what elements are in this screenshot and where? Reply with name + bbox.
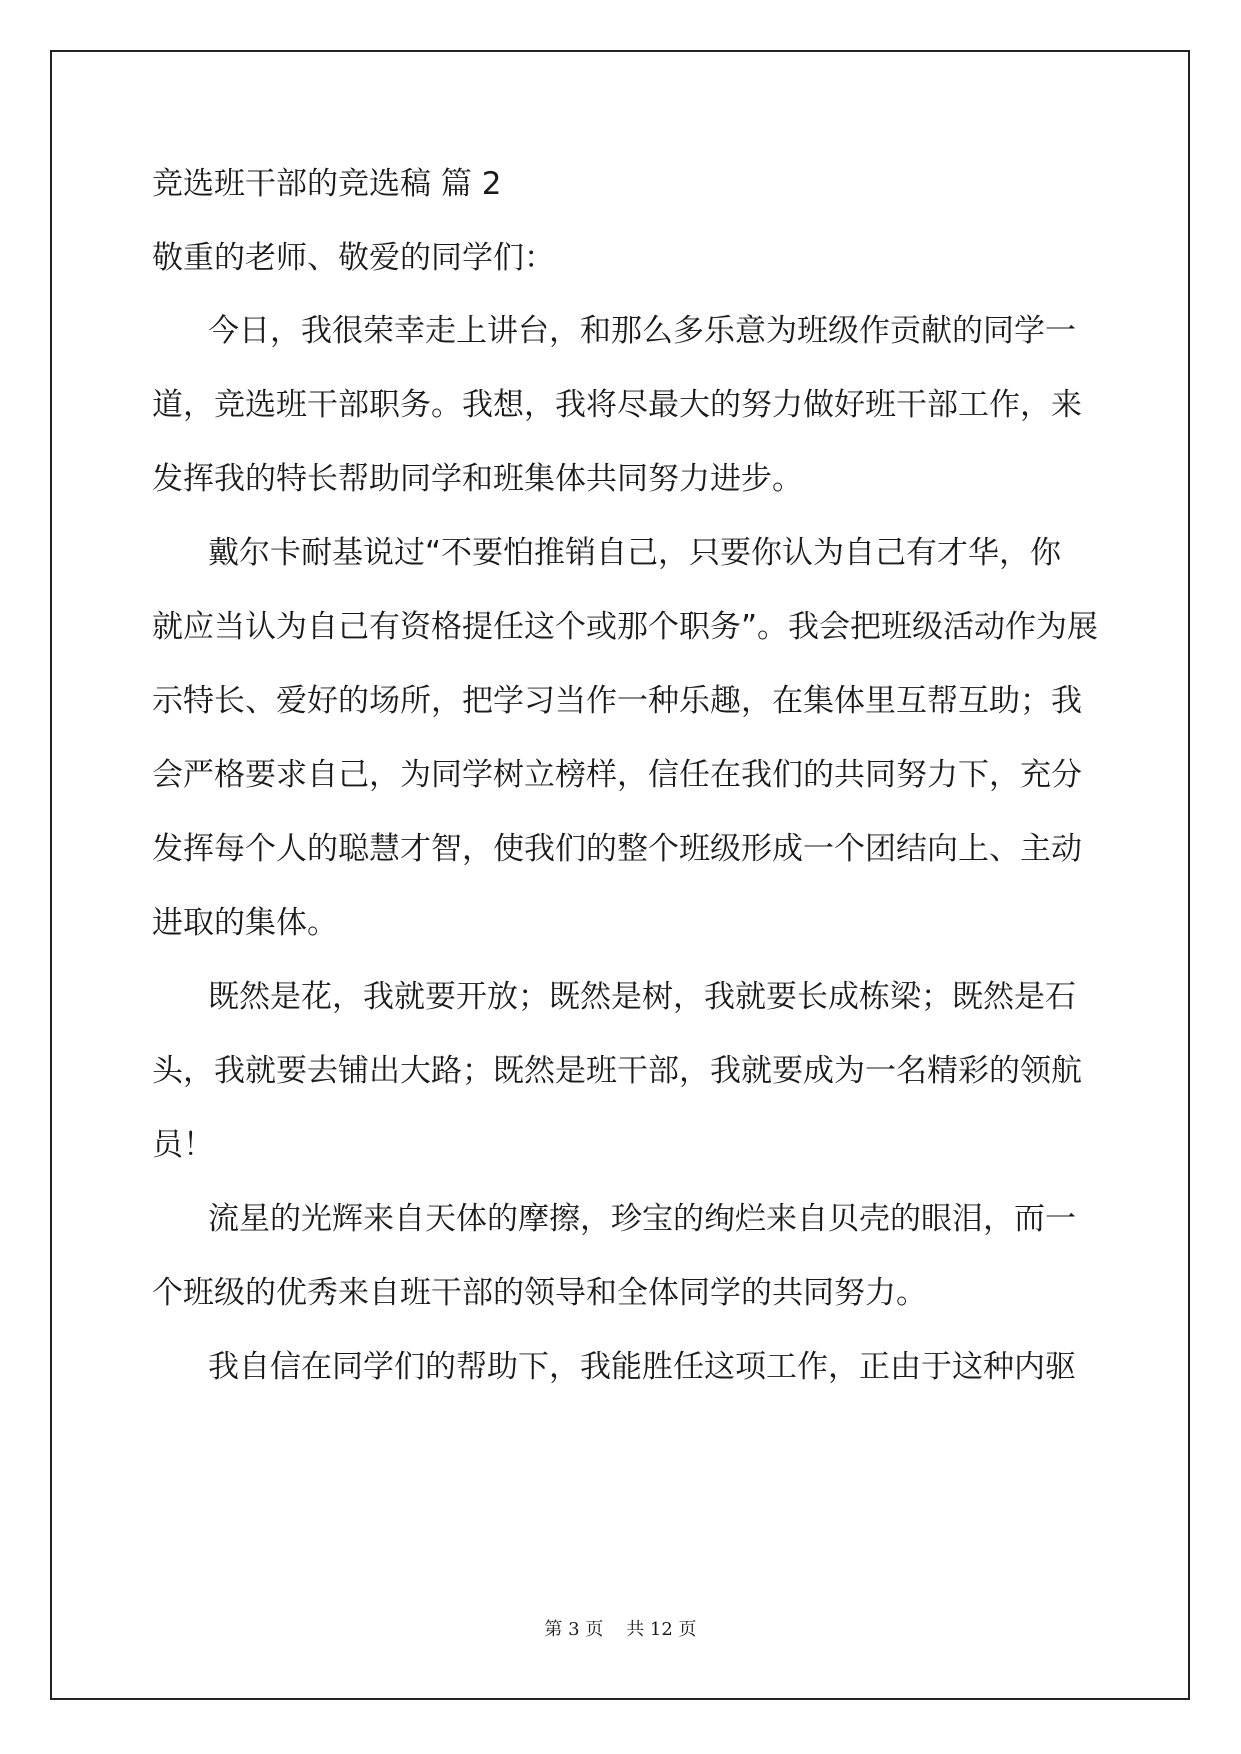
paragraph-line: 进取的集体。 (152, 905, 338, 941)
paragraph-line: 发挥我的特长帮助同学和班集体共同努力进步。 (152, 461, 803, 497)
paragraph-line: 流星的光辉来自天体的摩擦，珍宝的绚烂来自贝壳的眼泪，而一 (208, 1201, 1076, 1237)
salutation-line: 敬重的老师、敬爱的同学们： (152, 240, 555, 276)
paragraph-line: 发挥每个人的聪慧才智，使我们的整个班级形成一个团结向上、主动 (152, 831, 1082, 867)
page-footer (0, 1616, 1241, 1644)
paragraph-line: 员！ (152, 1127, 214, 1163)
paragraph-line: 既然是花，我就要开放；既然是树，我就要长成栋梁；既然是石 (208, 979, 1076, 1015)
paragraph-line: 示特长、爱好的场所，把学习当作一种乐趣，在集体里互帮互助；我 (152, 683, 1082, 719)
paragraph-line: 个班级的优秀来自班干部的领导和全体同学的共同努力。 (152, 1275, 927, 1311)
paragraph-line: 道，竞选班干部职务。我想，我将尽最大的努力做好班干部工作，来 (152, 387, 1082, 423)
page-number-label: 第 3 页 共 12 页 (544, 1619, 697, 1640)
paragraph-line: 会严格要求自己，为同学树立榜样，信任在我们的共同努力下，充分 (152, 757, 1082, 793)
paragraph-line: 就应当认为自己有资格提任这个或那个职务”。我会把班级活动作为展 (152, 609, 1099, 645)
document-title: 竞选班干部的竞选稿 篇 2 (152, 166, 502, 202)
paragraph-line: 头，我就要去铺出大路；既然是班干部，我就要成为一名精彩的领航 (152, 1053, 1082, 1089)
paragraph-line: 今日，我很荣幸走上讲台，和那么多乐意为班级作贡献的同学一 (208, 313, 1076, 349)
paragraph-line: 我自信在同学们的帮助下，我能胜任这项工作，正由于这种内驱 (208, 1349, 1076, 1385)
page-border (50, 50, 1190, 1700)
paragraph-line: 戴尔卡耐基说过“不要怕推销自己，只要你认为自己有才华，你 (208, 535, 1062, 571)
